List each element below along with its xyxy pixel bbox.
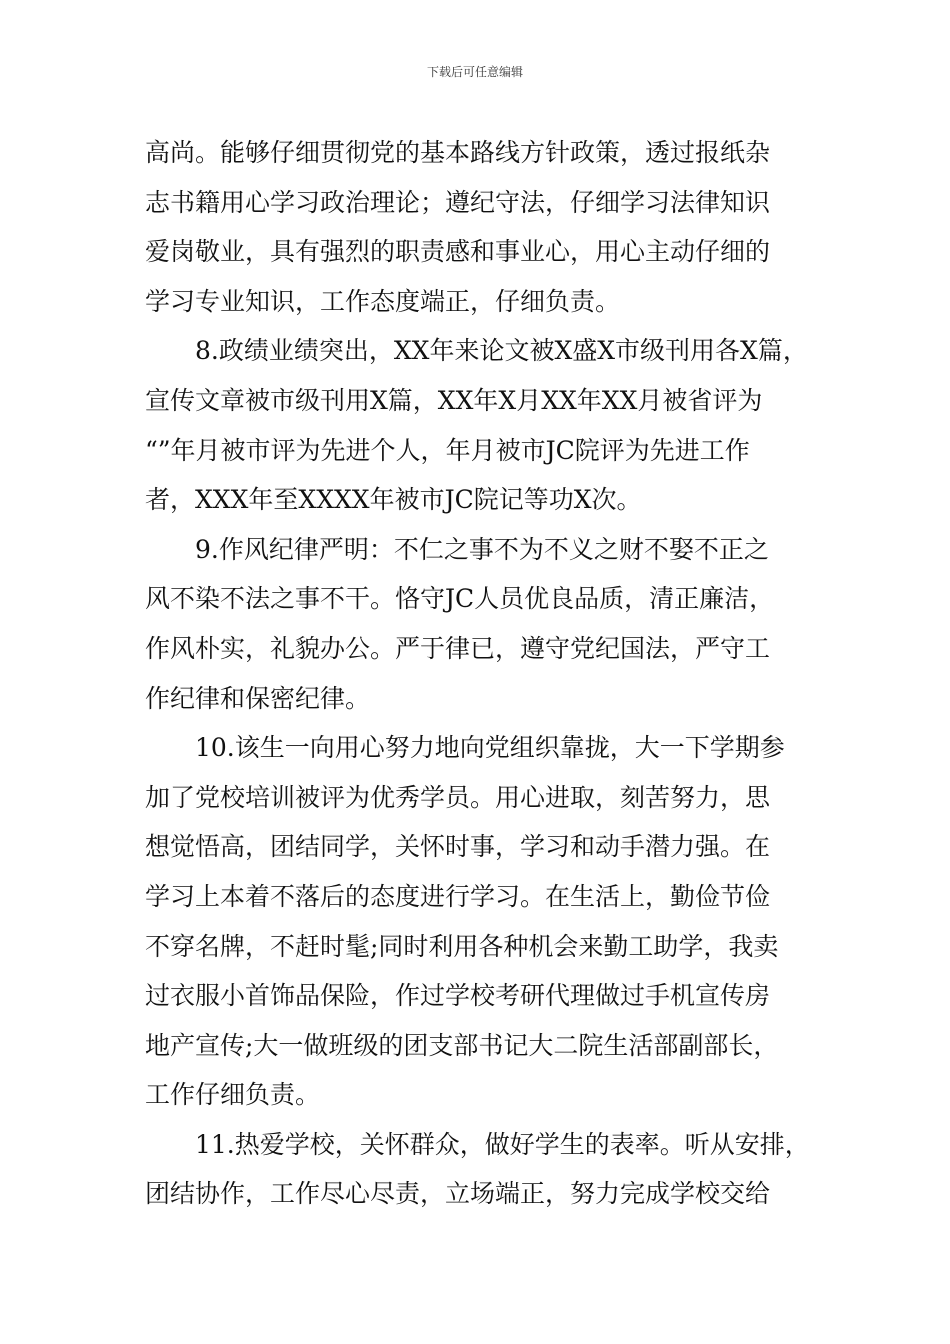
text-line: 志书籍用心学习政治理论；遵纪守法，仔细学习法律知识 bbox=[145, 187, 771, 217]
text-line: 想觉悟高，团结同学，关怀时事，学习和动手潜力强。在 bbox=[145, 832, 771, 862]
text-line: 9.作风纪律严明：不仁之事不为不义之财不娶不正之 bbox=[195, 534, 769, 564]
text-line: 10.该生一向用心努力地向党组织靠拢，大一下学期参 bbox=[195, 733, 785, 763]
document-body bbox=[145, 128, 825, 1219]
text-line: 不穿名牌，不赶时髦;同时利用各种机会来勤工助学，我卖 bbox=[145, 931, 779, 961]
text-line: 作纪律和保密纪律。 bbox=[145, 683, 371, 713]
text-line: 宣传文章被市级刊用X篇，XX年X月XX年XX月被省评为 bbox=[145, 385, 763, 415]
text-line: 作风朴实，礼貌办公。严于律已，遵守党纪国法，严守工 bbox=[145, 633, 771, 663]
text-line: 风不染不法之事不干。恪守JC人员优良品质，清正廉洁， bbox=[145, 584, 775, 614]
text-line: 团结协作，工作尽心尽责，立场端正，努力完成学校交给 bbox=[145, 1179, 771, 1209]
text-line: 11.热爱学校，关怀群众，做好学生的表率。听从安排， bbox=[195, 1129, 810, 1159]
page-header: 下载后可任意编辑 bbox=[426, 65, 523, 79]
text-line: 者，XXX年至XXXX年被市JC院记等功X次。 bbox=[145, 485, 642, 515]
text-line: 加了党校培训被评为优秀学员。用心进取，刻苦努力，思 bbox=[145, 782, 771, 812]
text-line: 地产宣传;大一做班级的团支部书记大二院生活部副部长， bbox=[145, 1030, 779, 1060]
text-line: 8.政绩业绩突出，XX年来论文被X盛X市级刊用各X篇， bbox=[195, 336, 808, 366]
text-line: 工作仔细负责。 bbox=[145, 1080, 321, 1110]
text-line: 过衣服小首饰品保险，作过学校考研代理做过手机宣传房 bbox=[145, 981, 771, 1011]
text-line: 学习专业知识，工作态度端正，仔细负责。 bbox=[145, 286, 621, 316]
text-line: 高尚。能够仔细贯彻党的基本路线方针政策，透过报纸杂 bbox=[145, 138, 771, 167]
text-line: “”年月被市评为先进个人，年月被市JC院评为先进工作 bbox=[145, 435, 750, 465]
text-line: 爱岗敬业，具有强烈的职责感和事业心，用心主动仔细的 bbox=[145, 237, 771, 267]
text-line: 学习上本着不落后的态度进行学习。在生活上，勤俭节俭 bbox=[145, 881, 771, 911]
